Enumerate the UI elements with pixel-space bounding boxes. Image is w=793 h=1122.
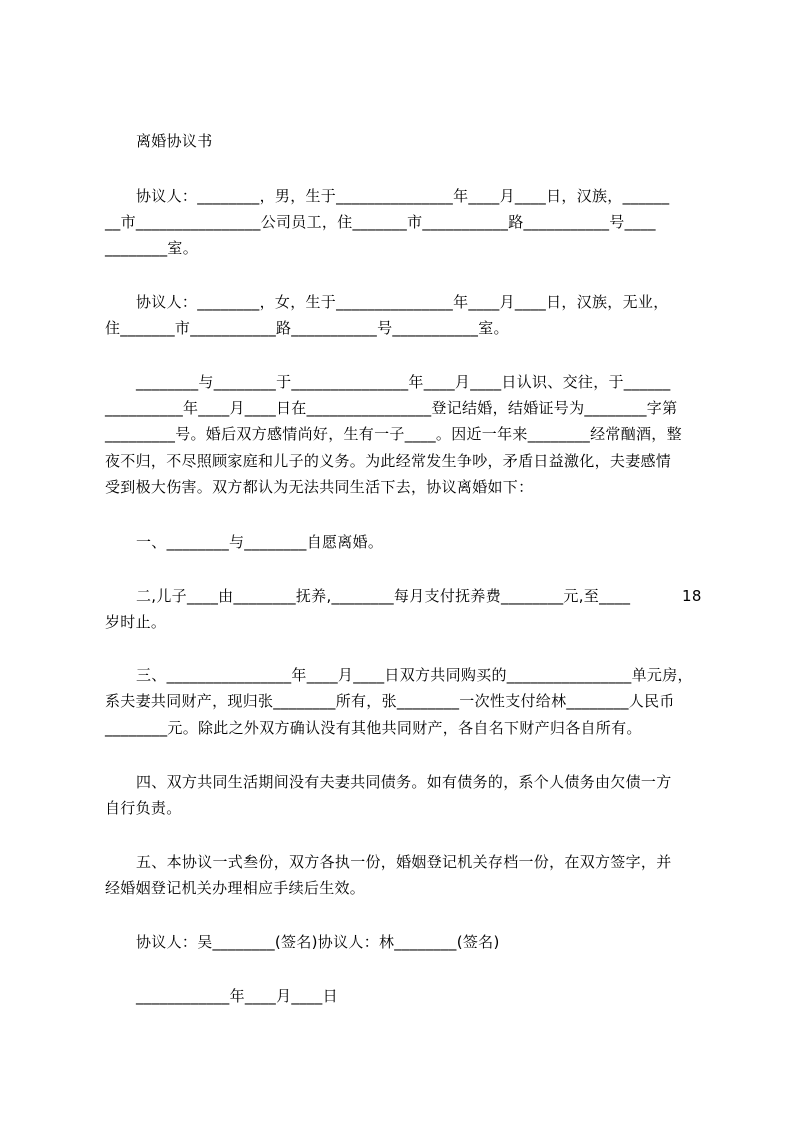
clause-2-line-1: 二,儿子____由________抚养,________每月支付抚养费________元,至____ [136,587,631,605]
clause-5-line-1: 五、本协议一式叁份，双方各执一份，婚姻登记机关存档一份，在双方签字，并 [136,853,672,871]
background-line-5: 受到极大伤害。双方都认为无法共同生活下去，协议离婚如下： [105,478,534,496]
party2-line-1: 协议人：________，女，生于_______________年____月____日，汉族，无业， [136,293,669,311]
party1-line-1: 协议人：________，男，生于_______________年____月____日，汉族，______ [136,187,670,205]
clause-4-line-1: 四、双方共同生活期间没有夫妻共同债务。如有债务的，系个人债务由欠债一方 [136,773,672,791]
party2-line-2: 住_______市___________路___________号___________室。 [105,319,509,337]
background-line-3: _________号。婚后双方感情尚好，生有一子____。因近一年来________经常酗酒，整 [105,425,682,443]
background-line-1: ________与________于_______________年____月____日认识、交往，于______ [136,373,671,391]
clause-1: 一、________与________自愿离婚。 [136,533,384,551]
clause-2-age: 18 [682,587,702,605]
clause-3-line-1: 三、________________年____月____日双方共同购买的________________单元房， [136,666,693,684]
clause-2-line-2: 岁时止。 [105,613,167,631]
clause-3-line-2: 系夫妻共同财产，现归张________所有，张________一次性支付给林________人民币 [105,692,675,710]
background-line-2: __________年____月____日在________________登记结婚，结婚证号为________字第 [105,399,678,417]
date-line: ____________年____月____日 [136,987,338,1005]
signature-line: 协议人：吴________(签名)协议人：林________(签名) [136,933,500,951]
clause-3-line-3: ________元。除此之外双方确认没有其他共同财产，各自名下财产归各自所有。 [105,719,642,737]
document-title: 离婚协议书 [136,132,213,150]
party1-line-2: __市________________公司员工，住_______市___________路___________号____ [105,213,656,231]
clause-5-line-2: 经婚姻登记机关办理相应手续后生效。 [105,879,366,897]
party1-line-3: ________室。 [105,239,199,257]
clause-4-line-2: 自行负责。 [105,799,182,817]
background-line-4: 夜不归，不尽照顾家庭和儿子的义务。为此经常发生争吵，矛盾日益激化，夫妻感情 [105,452,672,470]
